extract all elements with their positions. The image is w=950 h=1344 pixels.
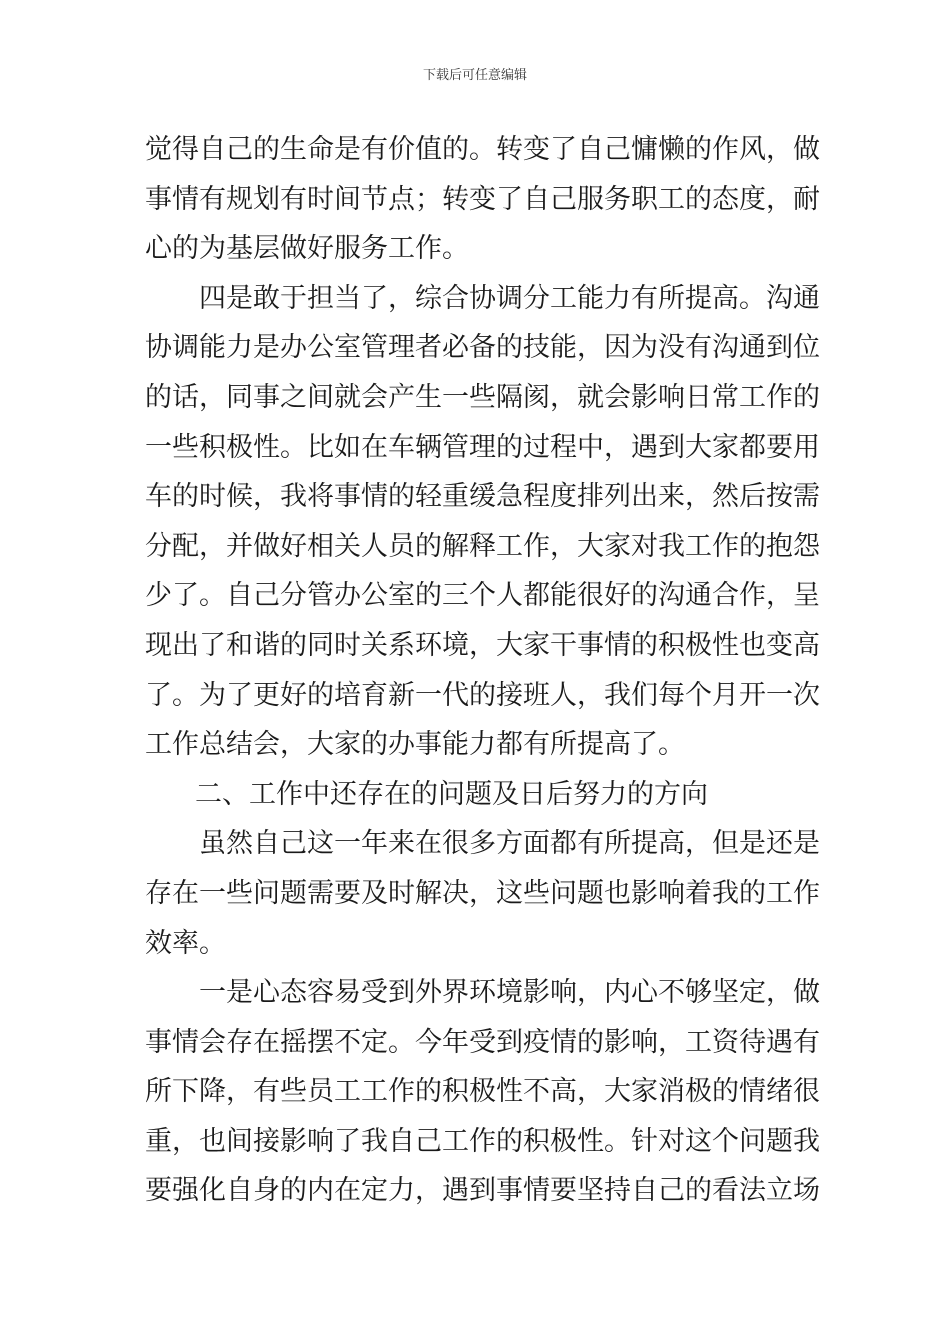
text-line: 效率。: [145, 927, 226, 959]
text-line: 一些积极性。比如在车辆管理的过程中，遇到大家都要用: [145, 431, 820, 463]
page-header-note: 下载后可任意编辑: [422, 68, 527, 83]
section-heading: 二、工作中还存在的问题及日后努力的方向: [195, 778, 708, 810]
text-line: 现出了和谐的同时关系环境，大家干事情的积极性也变高: [145, 629, 820, 661]
text-line: 觉得自己的生命是有价值的。转变了自己慵懒的作风，做: [145, 134, 820, 165]
text-line: 事情有规划有时间节点；转变了自己服务职工的态度，耐: [145, 183, 820, 215]
document-body: [145, 125, 820, 1216]
text-line: 要强化自身的内在定力，遇到事情要坚持自己的看法立场: [145, 1175, 820, 1207]
text-line: 心的为基层做好服务工作。: [145, 233, 469, 265]
paragraph-first-line: 四是敢于担当了，综合协调分工能力有所提高。沟通: [199, 282, 820, 314]
paragraph-first-line: 虽然自己这一年来在很多方面都有所提高，但是还是: [199, 828, 820, 860]
text-line: 所下降，有些员工工作的积极性不高，大家消极的情绪很: [145, 1076, 820, 1108]
text-line: 存在一些问题需要及时解决，这些问题也影响着我的工作: [145, 877, 820, 909]
text-line: 事情会存在摇摆不定。今年受到疫情的影响，工资待遇有: [145, 1026, 820, 1058]
text-line: 分配，并做好相关人员的解释工作，大家对我工作的抱怨: [145, 530, 820, 562]
text-line: 工作总结会，大家的办事能力都有所提高了。: [145, 729, 685, 761]
text-line: 的话，同事之间就会产生一些隔阂，就会影响日常工作的: [145, 381, 820, 413]
text-line: 车的时候，我将事情的轻重缓急程度排列出来，然后按需: [145, 481, 820, 513]
text-line: 了。为了更好的培育新一代的接班人，我们每个月开一次: [145, 679, 820, 711]
text-line: 协调能力是办公室管理者必备的技能，因为没有沟通到位: [145, 332, 820, 364]
text-line: 少了。自己分管办公室的三个人都能很好的沟通合作，呈: [145, 580, 820, 612]
text-line: 重，也间接影响了我自己工作的积极性。针对这个问题我: [145, 1125, 820, 1157]
paragraph-first-line: 一是心态容易受到外界环境影响，内心不够坚定，做: [199, 977, 820, 1009]
